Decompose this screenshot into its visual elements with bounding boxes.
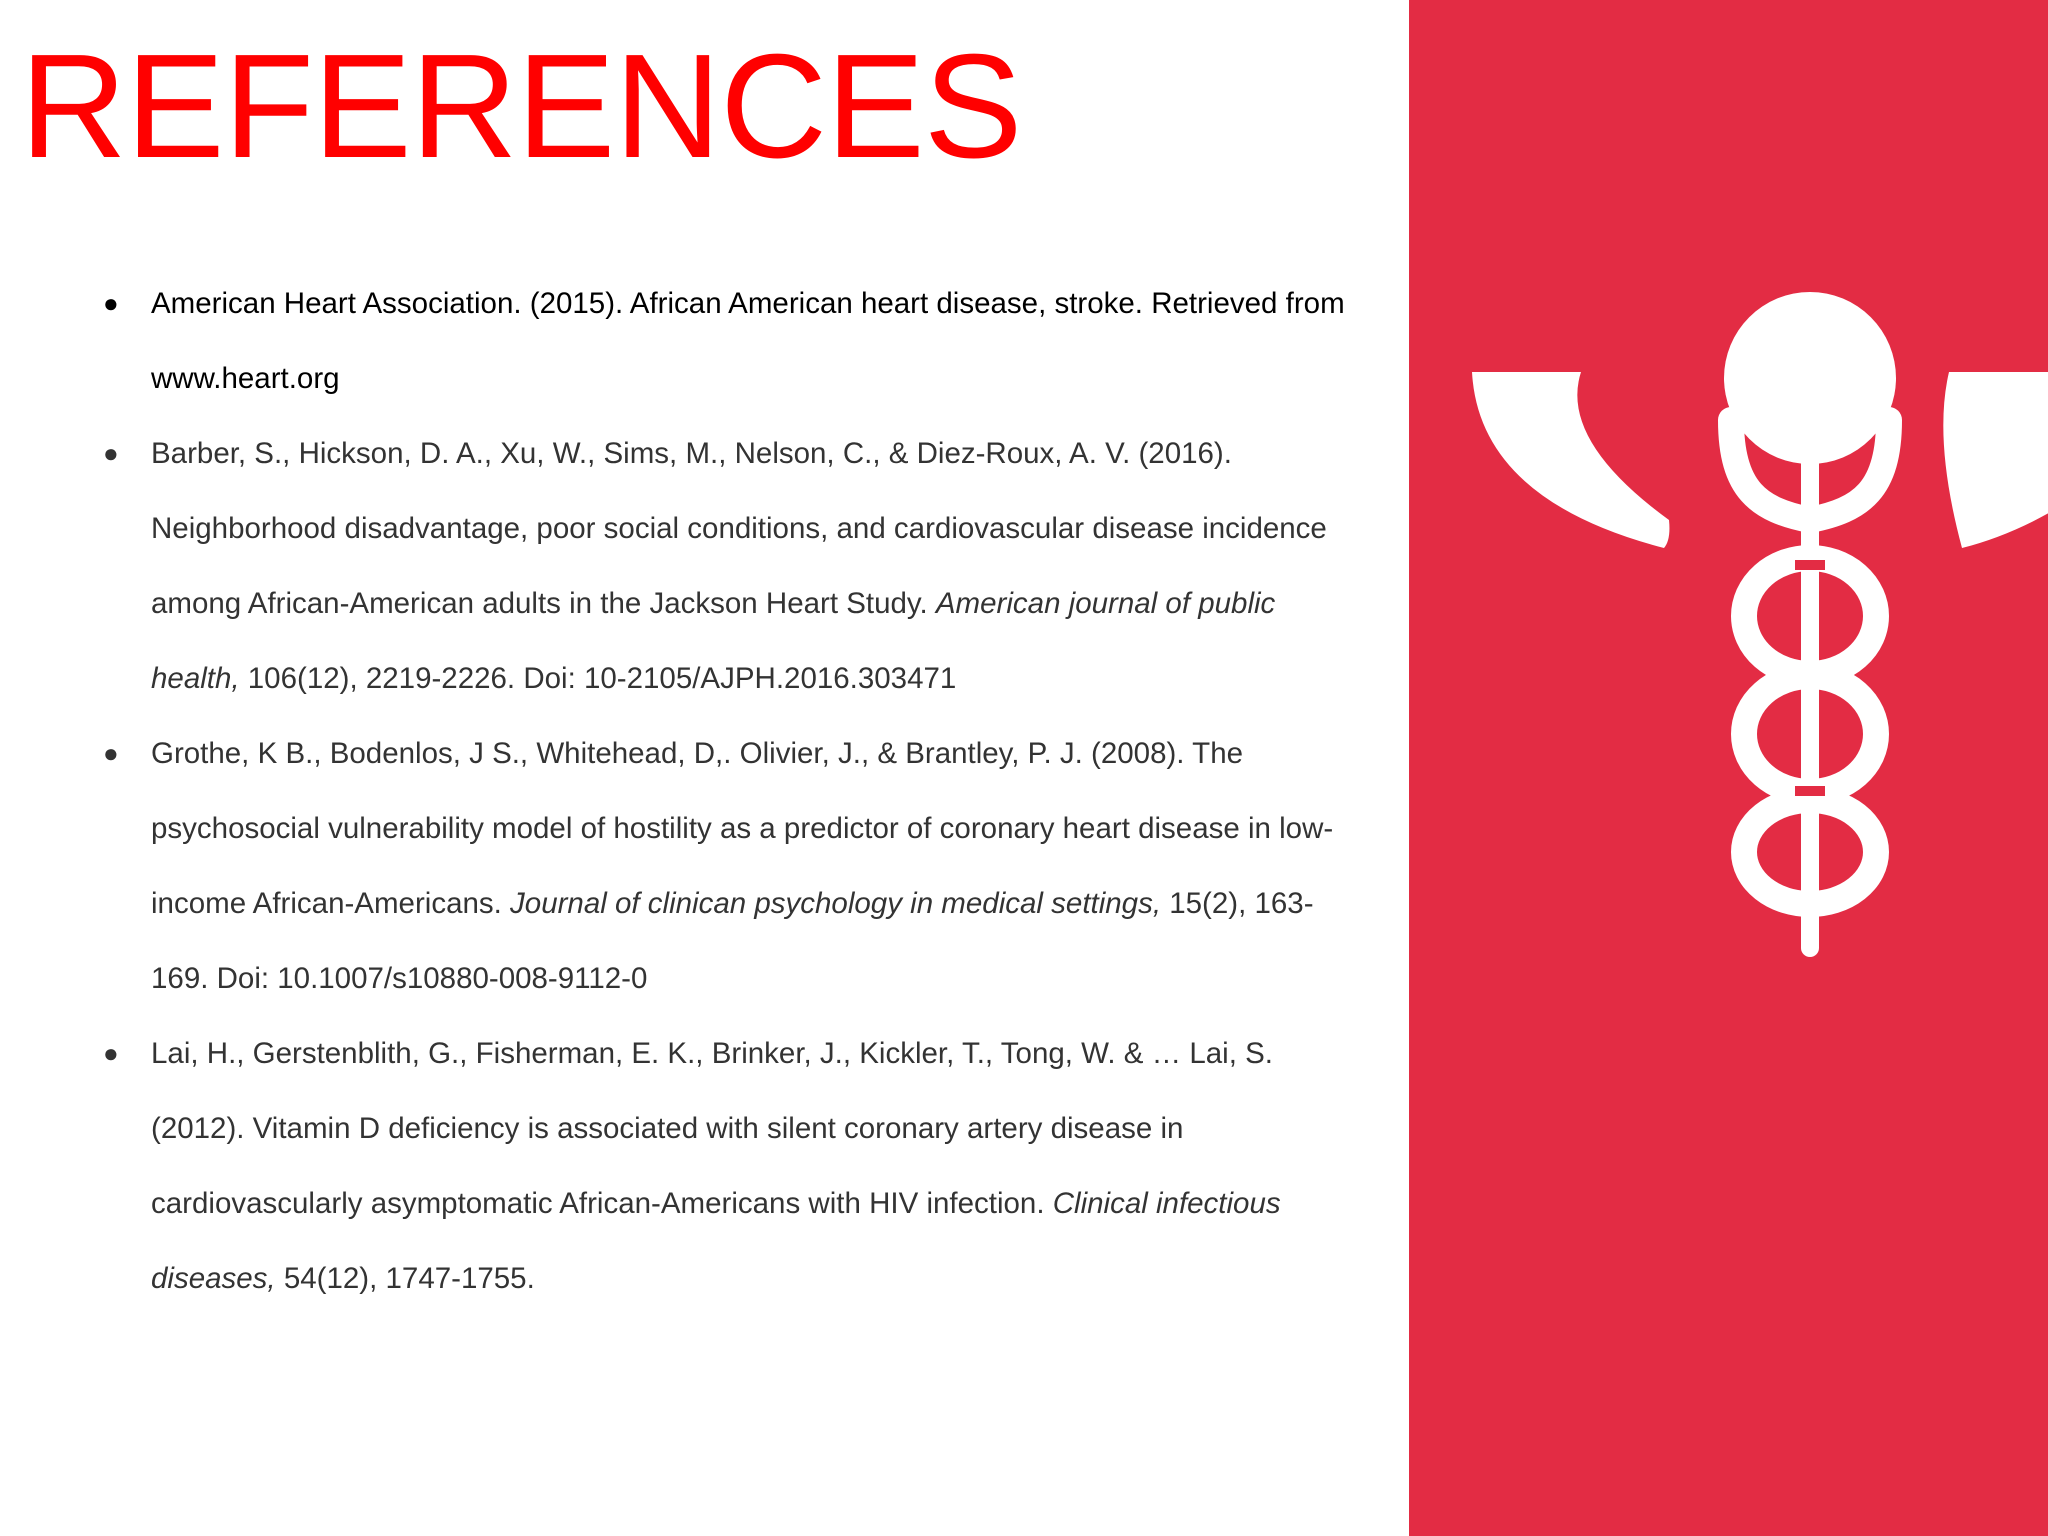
reference-journal: American journal of public health,: [151, 587, 1276, 695]
bullet-icon: ●: [103, 1038, 119, 1068]
caduceus-icon: [1409, 0, 2048, 1536]
reference-item: [100, 416, 1360, 716]
bullet-icon: ●: [103, 438, 119, 468]
reference-text: American Heart Association. (2015). African American heart disease, stroke. Retrieved from www.heart.org: [151, 287, 1345, 395]
reference-item: [100, 716, 1360, 1016]
reference-text: Lai, H., Gerstenblith, G., Fisherman, E. K., Brinker, J., Kickler, T., Tong, W. & … Lai, S. (2012). Vitamin D deficiency is associated with silent coronary artery disease in cardiovascularly asymptomatic African-Americans with HIV infection.: [151, 1037, 1273, 1220]
decorative-side-panel: [1409, 0, 2048, 1536]
reference-item: [100, 266, 1360, 416]
reference-journal: Clinical infectious diseases,: [151, 1187, 1281, 1295]
bullet-icon: ●: [103, 288, 119, 318]
reference-text: Barber, S., Hickson, D. A., Xu, W., Sims, M., Nelson, C., & Diez-Roux, A. V. (2016). Neighborhood disadvantage, poor social conditions, and cardiovascular disease incidence among African-American adults in the Jackson Heart Study.: [151, 437, 1327, 620]
reference-details: 106(12), 2219-2226. Doi: 10-2105/AJPH.2016.303471: [239, 662, 957, 695]
reference-details: 54(12), 1747-1755.: [275, 1262, 535, 1295]
reference-journal: Journal of clinican psychology in medical settings,: [510, 887, 1162, 920]
reference-text: Grothe, K B., Bodenlos, J S., Whitehead, D,. Olivier, J., & Brantley, P. J. (2008). The psychosocial vulnerability model of hostility as a predictor of coronary heart disease in low-income African-Americans.: [151, 737, 1334, 920]
reference-item: [100, 1016, 1360, 1316]
bullet-icon: ●: [103, 738, 119, 768]
reference-details: 15(2), 163-169. Doi: 10.1007/s10880-008-9112-0: [151, 887, 1314, 995]
reference-list: [100, 266, 1360, 1316]
page-title: REFERENCES: [20, 24, 1022, 189]
